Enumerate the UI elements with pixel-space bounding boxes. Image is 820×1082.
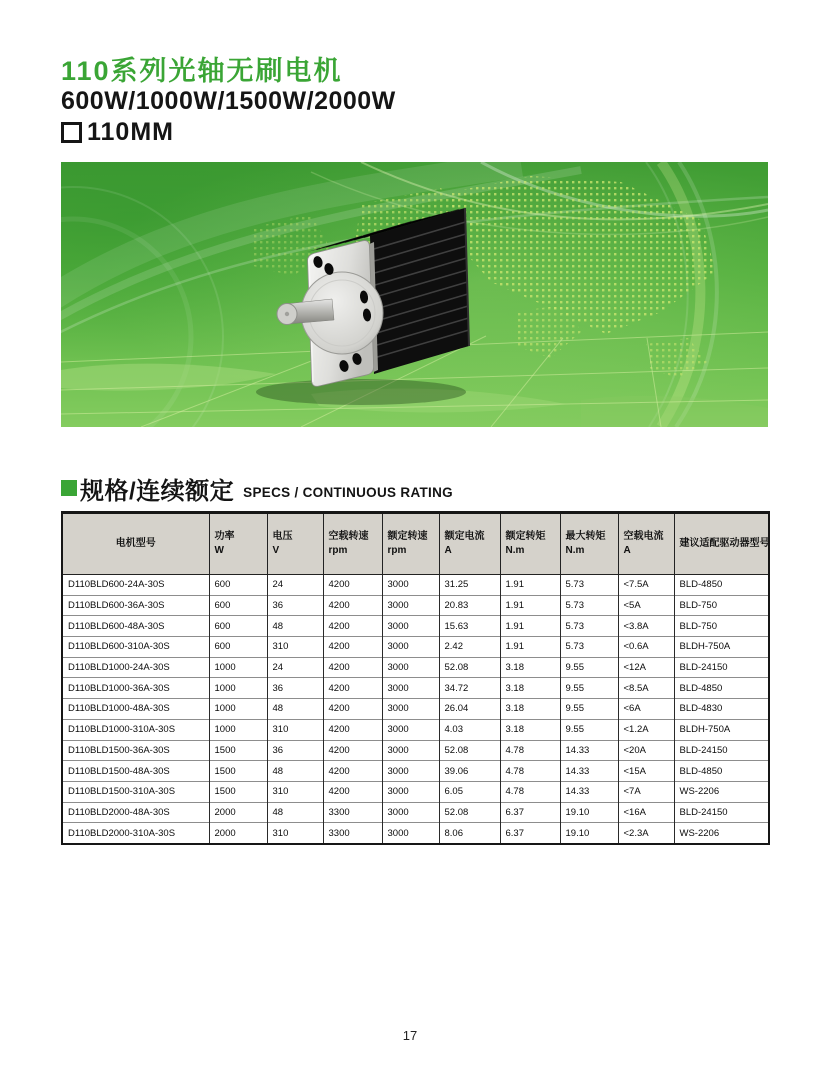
table-cell: 2000 xyxy=(209,823,267,844)
table-row xyxy=(62,699,769,720)
table-cell: 3000 xyxy=(382,678,439,699)
spec-table-header xyxy=(62,513,769,575)
table-cell: 1500 xyxy=(209,781,267,802)
table-cell: 3000 xyxy=(382,802,439,823)
frame-size-line xyxy=(61,118,396,147)
table-cell: 1.91 xyxy=(500,575,560,596)
table-cell: 2.42 xyxy=(439,637,500,658)
table-cell: D110BLD1000-24A-30S xyxy=(62,657,209,678)
table-cell: 4.78 xyxy=(500,781,560,802)
table-row xyxy=(62,595,769,616)
spec-table xyxy=(61,511,770,845)
spec-table-body xyxy=(62,575,769,844)
table-cell: 1000 xyxy=(209,699,267,720)
table-cell: D110BLD1000-36A-30S xyxy=(62,678,209,699)
table-cell: BLD-4850 xyxy=(674,761,769,782)
table-cell: <6A xyxy=(618,699,674,720)
table-cell: 9.55 xyxy=(560,657,618,678)
table-cell: 1.91 xyxy=(500,595,560,616)
table-cell: D110BLD2000-48A-30S xyxy=(62,802,209,823)
table-cell: 6.05 xyxy=(439,781,500,802)
table-cell: 4200 xyxy=(323,637,382,658)
spec-table-container xyxy=(61,511,768,845)
column-header: 功率 W xyxy=(209,513,267,575)
section-title-en: SPECS / CONTINUOUS RATING xyxy=(243,484,453,500)
table-cell: 2000 xyxy=(209,802,267,823)
motor-banner-graphic xyxy=(61,162,768,427)
table-cell: 6.37 xyxy=(500,802,560,823)
header-row xyxy=(62,513,769,575)
table-cell: D110BLD600-310A-30S xyxy=(62,637,209,658)
table-row xyxy=(62,802,769,823)
table-cell: BLD-750 xyxy=(674,595,769,616)
table-cell: 4200 xyxy=(323,781,382,802)
table-cell: 3300 xyxy=(323,823,382,844)
column-header: 额定转矩 N.m xyxy=(500,513,560,575)
table-cell: <3.8A xyxy=(618,616,674,637)
section-bullet-square-icon xyxy=(61,480,77,496)
table-cell: 3000 xyxy=(382,575,439,596)
frame-size-label: 110MM xyxy=(87,118,174,146)
table-cell: <12A xyxy=(618,657,674,678)
frame-size-square-icon xyxy=(61,122,82,143)
table-cell: 3000 xyxy=(382,781,439,802)
section-title-cn: 规格/连续额定 xyxy=(80,477,235,505)
table-cell: 14.33 xyxy=(560,781,618,802)
table-cell: 4200 xyxy=(323,616,382,637)
table-row xyxy=(62,719,769,740)
table-cell: 9.55 xyxy=(560,719,618,740)
table-cell: 5.73 xyxy=(560,575,618,596)
table-cell: 4200 xyxy=(323,595,382,616)
table-row xyxy=(62,575,769,596)
column-header: 空载转速 rpm xyxy=(323,513,382,575)
table-cell: BLDH-750A xyxy=(674,637,769,658)
table-cell: 52.08 xyxy=(439,740,500,761)
table-cell: BLD-24150 xyxy=(674,802,769,823)
table-cell: 36 xyxy=(267,678,323,699)
table-cell: 52.08 xyxy=(439,802,500,823)
table-cell: 48 xyxy=(267,616,323,637)
table-cell: D110BLD1000-48A-30S xyxy=(62,699,209,720)
table-cell: BLD-750 xyxy=(674,616,769,637)
table-cell: 24 xyxy=(267,575,323,596)
table-row xyxy=(62,740,769,761)
table-cell: 1000 xyxy=(209,719,267,740)
table-cell: 34.72 xyxy=(439,678,500,699)
column-header: 最大转矩 N.m xyxy=(560,513,618,575)
title-block xyxy=(61,56,396,147)
section-heading xyxy=(61,472,453,504)
table-row xyxy=(62,616,769,637)
column-header: 建议适配驱动器型号 xyxy=(674,513,769,575)
table-cell: BLDH-750A xyxy=(674,719,769,740)
table-cell: 1.91 xyxy=(500,616,560,637)
table-cell: 5.73 xyxy=(560,637,618,658)
table-cell: 14.33 xyxy=(560,761,618,782)
table-cell: 31.25 xyxy=(439,575,500,596)
table-cell: 20.83 xyxy=(439,595,500,616)
table-cell: D110BLD1000-310A-30S xyxy=(62,719,209,740)
table-cell: BLD-4850 xyxy=(674,575,769,596)
column-header: 额定电流 A xyxy=(439,513,500,575)
table-row xyxy=(62,678,769,699)
table-cell: 1500 xyxy=(209,761,267,782)
table-cell: 24 xyxy=(267,657,323,678)
table-cell: 3000 xyxy=(382,740,439,761)
table-cell: BLD-24150 xyxy=(674,657,769,678)
table-cell: 3000 xyxy=(382,719,439,740)
table-cell: 36 xyxy=(267,740,323,761)
table-row xyxy=(62,781,769,802)
table-cell: 310 xyxy=(267,823,323,844)
table-cell: <1.2A xyxy=(618,719,674,740)
table-cell: 1.91 xyxy=(500,637,560,658)
table-cell: 9.55 xyxy=(560,699,618,720)
table-cell: 4.78 xyxy=(500,761,560,782)
table-cell: <5A xyxy=(618,595,674,616)
table-cell: 3.18 xyxy=(500,719,560,740)
column-header: 空载电流 A xyxy=(618,513,674,575)
table-cell: 19.10 xyxy=(560,823,618,844)
table-cell: 4200 xyxy=(323,740,382,761)
table-cell: 600 xyxy=(209,575,267,596)
table-cell: <8.5A xyxy=(618,678,674,699)
power-ratings-line: 600W/1000W/1500W/2000W xyxy=(61,87,396,115)
table-cell: 3000 xyxy=(382,595,439,616)
table-row xyxy=(62,823,769,844)
table-cell: WS-2206 xyxy=(674,781,769,802)
table-cell: BLD-4850 xyxy=(674,678,769,699)
table-cell: 4.03 xyxy=(439,719,500,740)
table-cell: 4200 xyxy=(323,699,382,720)
table-cell: 4200 xyxy=(323,761,382,782)
table-cell: 3.18 xyxy=(500,657,560,678)
column-header: 电机型号 xyxy=(62,513,209,575)
table-cell: 15.63 xyxy=(439,616,500,637)
table-cell: D110BLD600-36A-30S xyxy=(62,595,209,616)
table-cell: 5.73 xyxy=(560,616,618,637)
table-cell: <2.3A xyxy=(618,823,674,844)
table-cell: 6.37 xyxy=(500,823,560,844)
table-cell: 3000 xyxy=(382,657,439,678)
table-cell: 4.78 xyxy=(500,740,560,761)
table-cell: <15A xyxy=(618,761,674,782)
table-cell: 1500 xyxy=(209,740,267,761)
table-row xyxy=(62,761,769,782)
table-cell: 14.33 xyxy=(560,740,618,761)
table-cell: 3300 xyxy=(323,802,382,823)
table-cell: 3000 xyxy=(382,761,439,782)
table-cell: <16A xyxy=(618,802,674,823)
table-cell: 310 xyxy=(267,637,323,658)
table-cell: D110BLD2000-310A-30S xyxy=(62,823,209,844)
table-cell: 310 xyxy=(267,719,323,740)
table-cell: 5.73 xyxy=(560,595,618,616)
table-cell: D110BLD1500-48A-30S xyxy=(62,761,209,782)
table-cell: 9.55 xyxy=(560,678,618,699)
table-cell: 4200 xyxy=(323,719,382,740)
table-cell: 19.10 xyxy=(560,802,618,823)
table-cell: 4200 xyxy=(323,657,382,678)
table-cell: 48 xyxy=(267,699,323,720)
table-cell: 600 xyxy=(209,616,267,637)
table-cell: WS-2206 xyxy=(674,823,769,844)
table-cell: <0.6A xyxy=(618,637,674,658)
table-cell: <7A xyxy=(618,781,674,802)
table-cell: 8.06 xyxy=(439,823,500,844)
table-cell: 600 xyxy=(209,637,267,658)
table-cell: 3.18 xyxy=(500,699,560,720)
table-row xyxy=(62,637,769,658)
table-cell: 4200 xyxy=(323,575,382,596)
table-cell: D110BLD600-48A-30S xyxy=(62,616,209,637)
table-cell: 3000 xyxy=(382,637,439,658)
table-cell: 36 xyxy=(267,595,323,616)
table-cell: D110BLD600-24A-30S xyxy=(62,575,209,596)
table-cell: 48 xyxy=(267,802,323,823)
table-cell: <20A xyxy=(618,740,674,761)
column-header: 电压 V xyxy=(267,513,323,575)
table-cell: 39.06 xyxy=(439,761,500,782)
table-cell: 600 xyxy=(209,595,267,616)
table-cell: BLD-4830 xyxy=(674,699,769,720)
table-cell: 48 xyxy=(267,761,323,782)
table-cell: 3000 xyxy=(382,823,439,844)
table-row xyxy=(62,657,769,678)
page-number: 17 xyxy=(402,1028,418,1043)
table-cell: D110BLD1500-36A-30S xyxy=(62,740,209,761)
product-banner-image xyxy=(61,162,768,427)
column-header: 额定转速 rpm xyxy=(382,513,439,575)
table-cell: 3000 xyxy=(382,699,439,720)
table-cell: BLD-24150 xyxy=(674,740,769,761)
table-cell: 3000 xyxy=(382,616,439,637)
table-cell: 3.18 xyxy=(500,678,560,699)
table-cell: D110BLD1500-310A-30S xyxy=(62,781,209,802)
table-cell: 1000 xyxy=(209,657,267,678)
table-cell: 52.08 xyxy=(439,657,500,678)
series-title: 110系列光轴无刷电机 xyxy=(61,56,343,86)
table-cell: 1000 xyxy=(209,678,267,699)
table-cell: 4200 xyxy=(323,678,382,699)
table-cell: <7.5A xyxy=(618,575,674,596)
table-cell: 26.04 xyxy=(439,699,500,720)
table-cell: 310 xyxy=(267,781,323,802)
